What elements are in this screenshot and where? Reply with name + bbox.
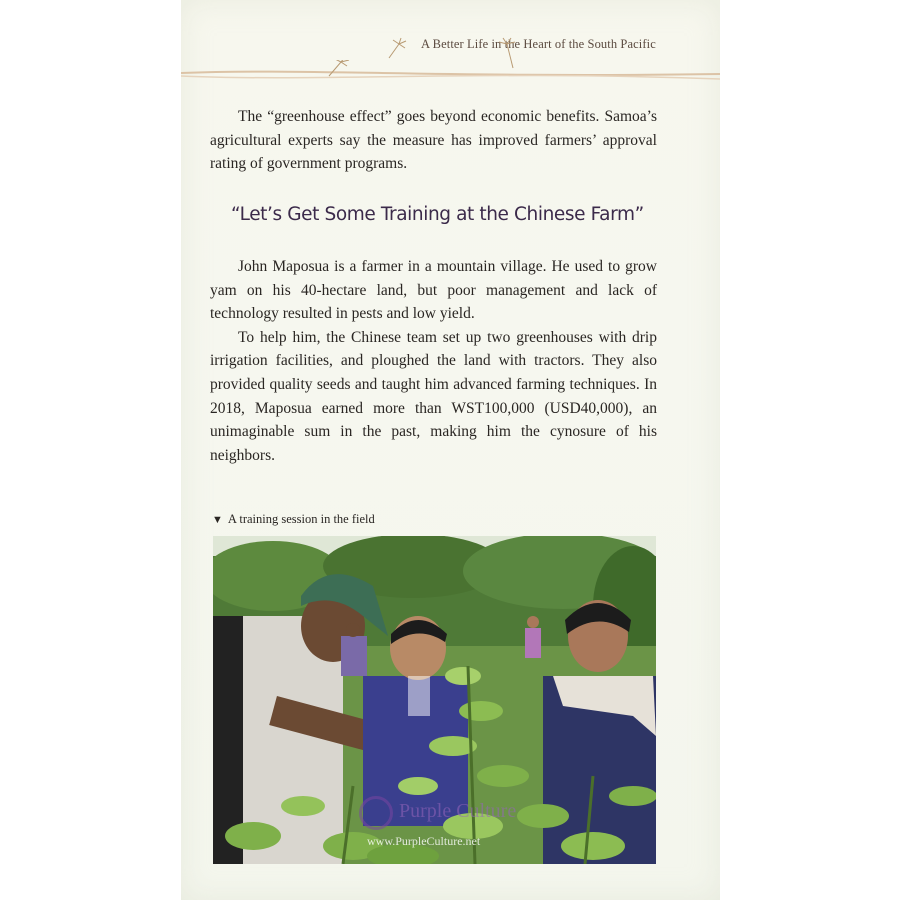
paragraph: John Maposua is a farmer in a mountain village. He used to grow yam on his 40-hectare land, but poor management and lack of technology resulted in pests and low yield. bbox=[210, 258, 657, 323]
background-figure bbox=[525, 616, 541, 658]
body-text-block bbox=[210, 255, 657, 467]
watermark-url: www.PurpleCulture.net bbox=[367, 834, 481, 848]
caption-marker-icon: ▼ bbox=[212, 514, 223, 526]
seed-ornament-icon bbox=[493, 36, 533, 72]
watermark-name: Purple Culture bbox=[399, 800, 517, 822]
running-head: A Better Life in the Heart of the South Pacific bbox=[421, 37, 656, 51]
figure-caption bbox=[212, 512, 375, 527]
book-page bbox=[181, 0, 720, 900]
seed-ornament-icon bbox=[329, 60, 349, 76]
paragraph: To help him, the Chinese team set up two greenhouses with drip irrigation facilities, and ploughed the land with tractors. They also provided quality seeds and taught him advanced farming techniques. In 2018, Maposua earned more than WST100,000 (USD40,000), an unimaginable sum in the past, making him the cynosure of his neighbors. bbox=[210, 328, 657, 464]
photo-illustration bbox=[213, 536, 656, 864]
header-ornament-rule bbox=[181, 60, 720, 96]
seed-ornament-icon bbox=[381, 36, 421, 66]
section-heading: “Let’s Get Some Training at the Chinese Farm” bbox=[231, 204, 644, 225]
field-training-photo bbox=[213, 536, 656, 864]
caption-text: A training session in the field bbox=[227, 512, 375, 526]
intro-paragraph: The “greenhouse effect” goes beyond economic benefits. Samoa’s agricultural experts say the measure has improved farmers’ approval rating of government programs. bbox=[210, 108, 657, 173]
